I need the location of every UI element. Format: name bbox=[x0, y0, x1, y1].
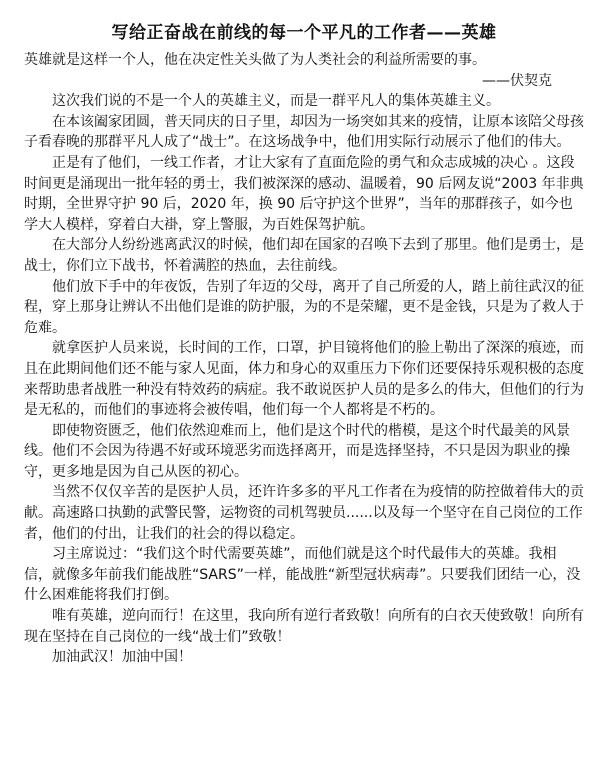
paragraph-2: 在本该阖家团圆，普天同庆的日子里，却因为一场突如其来的疫情，让原本该陪父母孩子看春晚的那群平凡人成了“战士”。在这场战争中，他们用实际行动展示了他们的伟大。 bbox=[24, 113, 584, 151]
paragraph-3: 正是有了他们，一线工作者，才让大家有了直面危险的勇气和众志成城的决心 。这段时间更是涌现出一批年轻的勇士，我们被深深的感动、温暖着，90 后网友说“2003 年非典时期，全世界守护 90 后，2020 年，换 90 后守护这个世界”，当年的那群孩子，如今也学大人模样，穿着白大褂，穿上警服，为百姓保驾护航。 bbox=[24, 154, 584, 233]
paragraph-9: 习主席说过：“我们这个时代需要英雄”，而他们就是这个时代最伟大的英雄。我相信，就像多年前我们能战胜“SARS”一样，能战胜“新型冠状病毒”。只要我们团结一心，没什么困难能将我们打倒。 bbox=[24, 546, 581, 604]
epigraph-attribution: ——伏契克 bbox=[482, 72, 552, 89]
paragraph-7: 即使物资匮乏，他们依然迎难而上，他们是这个时代的楷模，是这个时代最美的风景线。他们不会因为待遇不好或环境恶劣而选择离开，而是选择坚持，不只是因为职业的操守，更多地是因为自己从医的初心。 bbox=[24, 422, 570, 480]
paragraph-6: 就拿医护人员来说，长时间的工作，口罩，护目镜将他们的脸上勒出了深深的痕迹，而且在此期间他们还不能与家人见面，体力和身心的双重压力下你们还要保持乐观积极的态度来帮助患者战胜一种没有特效药的病症。我不敢说医护人员的是多么的伟大，但他们的行为是无私的，而他们的事迹将会被传唱，他们每一个人都将是不朽的。 bbox=[24, 340, 584, 419]
paragraph-8: 当然不仅仅辛苦的是医护人员，还许许多多的平凡工作者在为疫情的防控做着伟大的贡献。高速路口执勤的武警民警，运物资的司机驾驶员......以及每一个坚守在自己岗位的工作者，他们的付出，让我们的社会的得以稳定。 bbox=[24, 484, 584, 542]
paragraph-4: 在大部分人纷纷逃离武汉的时候，他们却在国家的召唤下去到了那里。他们是勇士，是战士，你们立下战书，怀着满腔的热血，去往前线。 bbox=[24, 237, 584, 274]
epigraph-quote: 英雄就是这样一个人，他在决定性关头做了为人类社会的利益所需要的事。 bbox=[24, 52, 486, 68]
paragraph-1: 这次我们说的不是一个人的英雄主义，而是一群平凡人的集体英雄主义。 bbox=[52, 93, 500, 110]
paragraph-10: 唯有英雄，逆向而行！在这里，我向所有逆行者致敬！向所有的白衣天使致敬！向所有现在坚持在自己岗位的一线“战士们”致敬！ bbox=[24, 608, 584, 645]
paragraph-5: 他们放下手中的年夜饭，告别了年迈的父母，离开了自己所爱的人，踏上前往武汉的征程，穿上那身让辨认不出他们是谁的防护服，为的不是荣耀，更不是金钱，只是为了救人于危难。 bbox=[24, 278, 584, 336]
document-body bbox=[24, 50, 584, 668]
paragraph-11: 加油武汉！加油中国！ bbox=[52, 649, 192, 666]
document-title: 写给正奋战在前线的每一个平凡的工作者——英雄 bbox=[111, 23, 497, 43]
